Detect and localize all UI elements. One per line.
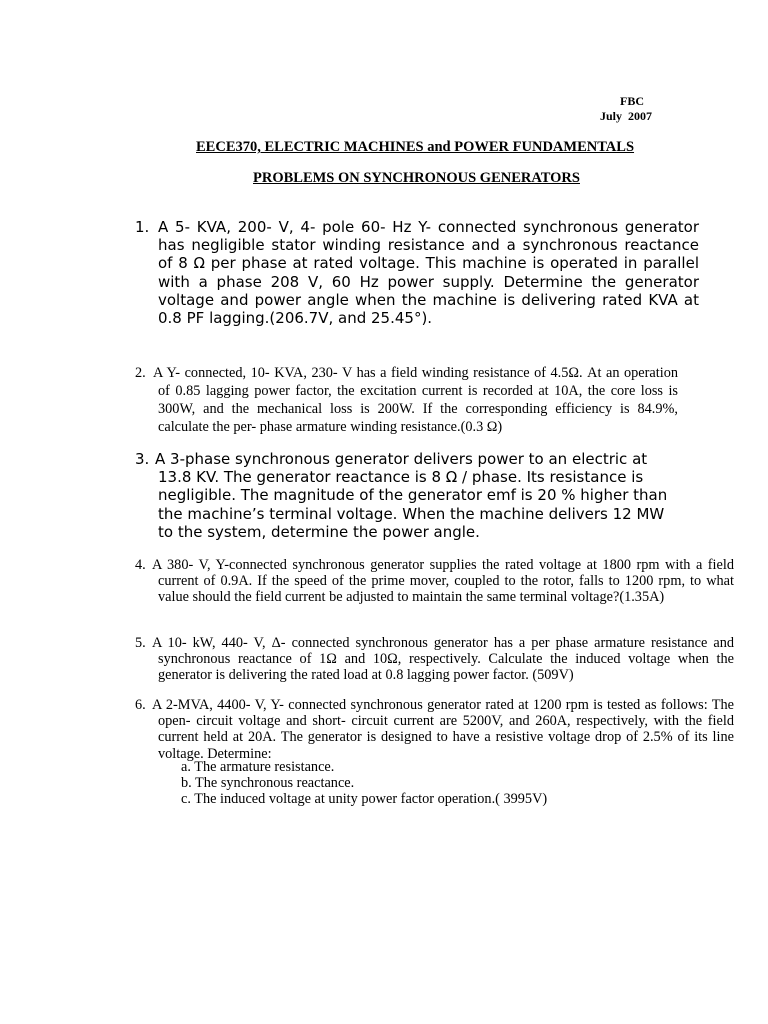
- problem-text: A 5- KVA, 200- V, 4- pole 60- Hz Y- connected synchronous generator has negligible stator winding resistance and a synchronous reactance of 8 Ω per phase at rated voltage. This machine is operated in parallel with a phase 208 V, 60 Hz power supply. Determine the generator voltage and power angle when the machine is delivering rated KVA at 0.8 PF lagging.(206.7V, and 25.45°).: [158, 218, 699, 328]
- problem-number: 1.: [135, 218, 150, 236]
- problem-5: [135, 635, 734, 684]
- course-title: EECE370, ELECTRIC MACHINES and POWER FUNDAMENTALS: [196, 139, 635, 155]
- problem-number: 2.: [135, 365, 146, 381]
- problem-4: [135, 557, 734, 606]
- problem-text: A 3-phase synchronous generator delivers power to an electric at 13.8 KV. The generator reactance is 8 Ω / phase. Its resistance is negligible. The magnitude of the generator emf is 20 % higher than the machine’s terminal voltage. When the machine delivers 12 MW to the system, determine the power angle.: [155, 450, 668, 541]
- problem-2: [135, 364, 678, 436]
- author-block: [600, 94, 656, 124]
- problem-number: 6.: [135, 697, 146, 713]
- problem-6-subitems: [181, 759, 547, 807]
- problem-text: A 2-MVA, 4400- V, Y- connected synchronous generator rated at 1200 rpm is tested as follows: The open- circuit voltage and short- circuit current are 5200V, and 260A, respectively, with the field current held at 20A. The generator is designed to have a resistive voltage drop of 2.5% of its line voltage. Determine:: [152, 697, 734, 762]
- problem-text: A 380- V, Y-connected synchronous generator supplies the rated voltage at 1800 rpm with a field current of 0.9A. If the speed of the prime mover, coupled to the rotor, falls to 1200 rpm, to what value should the field current be adjusted to maintain the same terminal voltage?(1.35A): [152, 557, 734, 606]
- author-initials: FBC: [620, 94, 644, 108]
- problem-3: [135, 450, 678, 541]
- problem-text: A Y- connected, 10- KVA, 230- V has a field winding resistance of 4.5Ω. At an operation of 0.85 lagging power factor, the excitation current is recorded at 10A, the core loss is 300W, and the mechanical loss is 200W. If the corresponding efficiency is 84.9%, calculate the per- phase armature winding resistance.(0.3 Ω): [153, 365, 678, 435]
- problem-6: [135, 697, 734, 762]
- problem-number: 5.: [135, 635, 146, 651]
- subitem-a: a. The armature resistance.: [181, 759, 335, 775]
- problem-number: 4.: [135, 557, 146, 573]
- subitem-b: b. The synchronous reactance.: [181, 775, 355, 791]
- problem-number: 3.: [135, 450, 150, 468]
- subitem-c: c. The induced voltage at unity power factor operation.( 3995V): [181, 791, 548, 807]
- problem-1: [135, 218, 699, 327]
- document-date: July 2007: [600, 109, 653, 123]
- problem-text: A 10- kW, 440- V, Δ- connected synchronous generator has a per phase armature resistance and synchronous reactance of 1Ω and 10Ω, respectively. Calculate the induced voltage when the generator is delivering the rated load at 0.8 lagging power factor. (509V): [152, 635, 734, 684]
- section-title: PROBLEMS ON SYNCHRONOUS GENERATORS: [253, 170, 580, 186]
